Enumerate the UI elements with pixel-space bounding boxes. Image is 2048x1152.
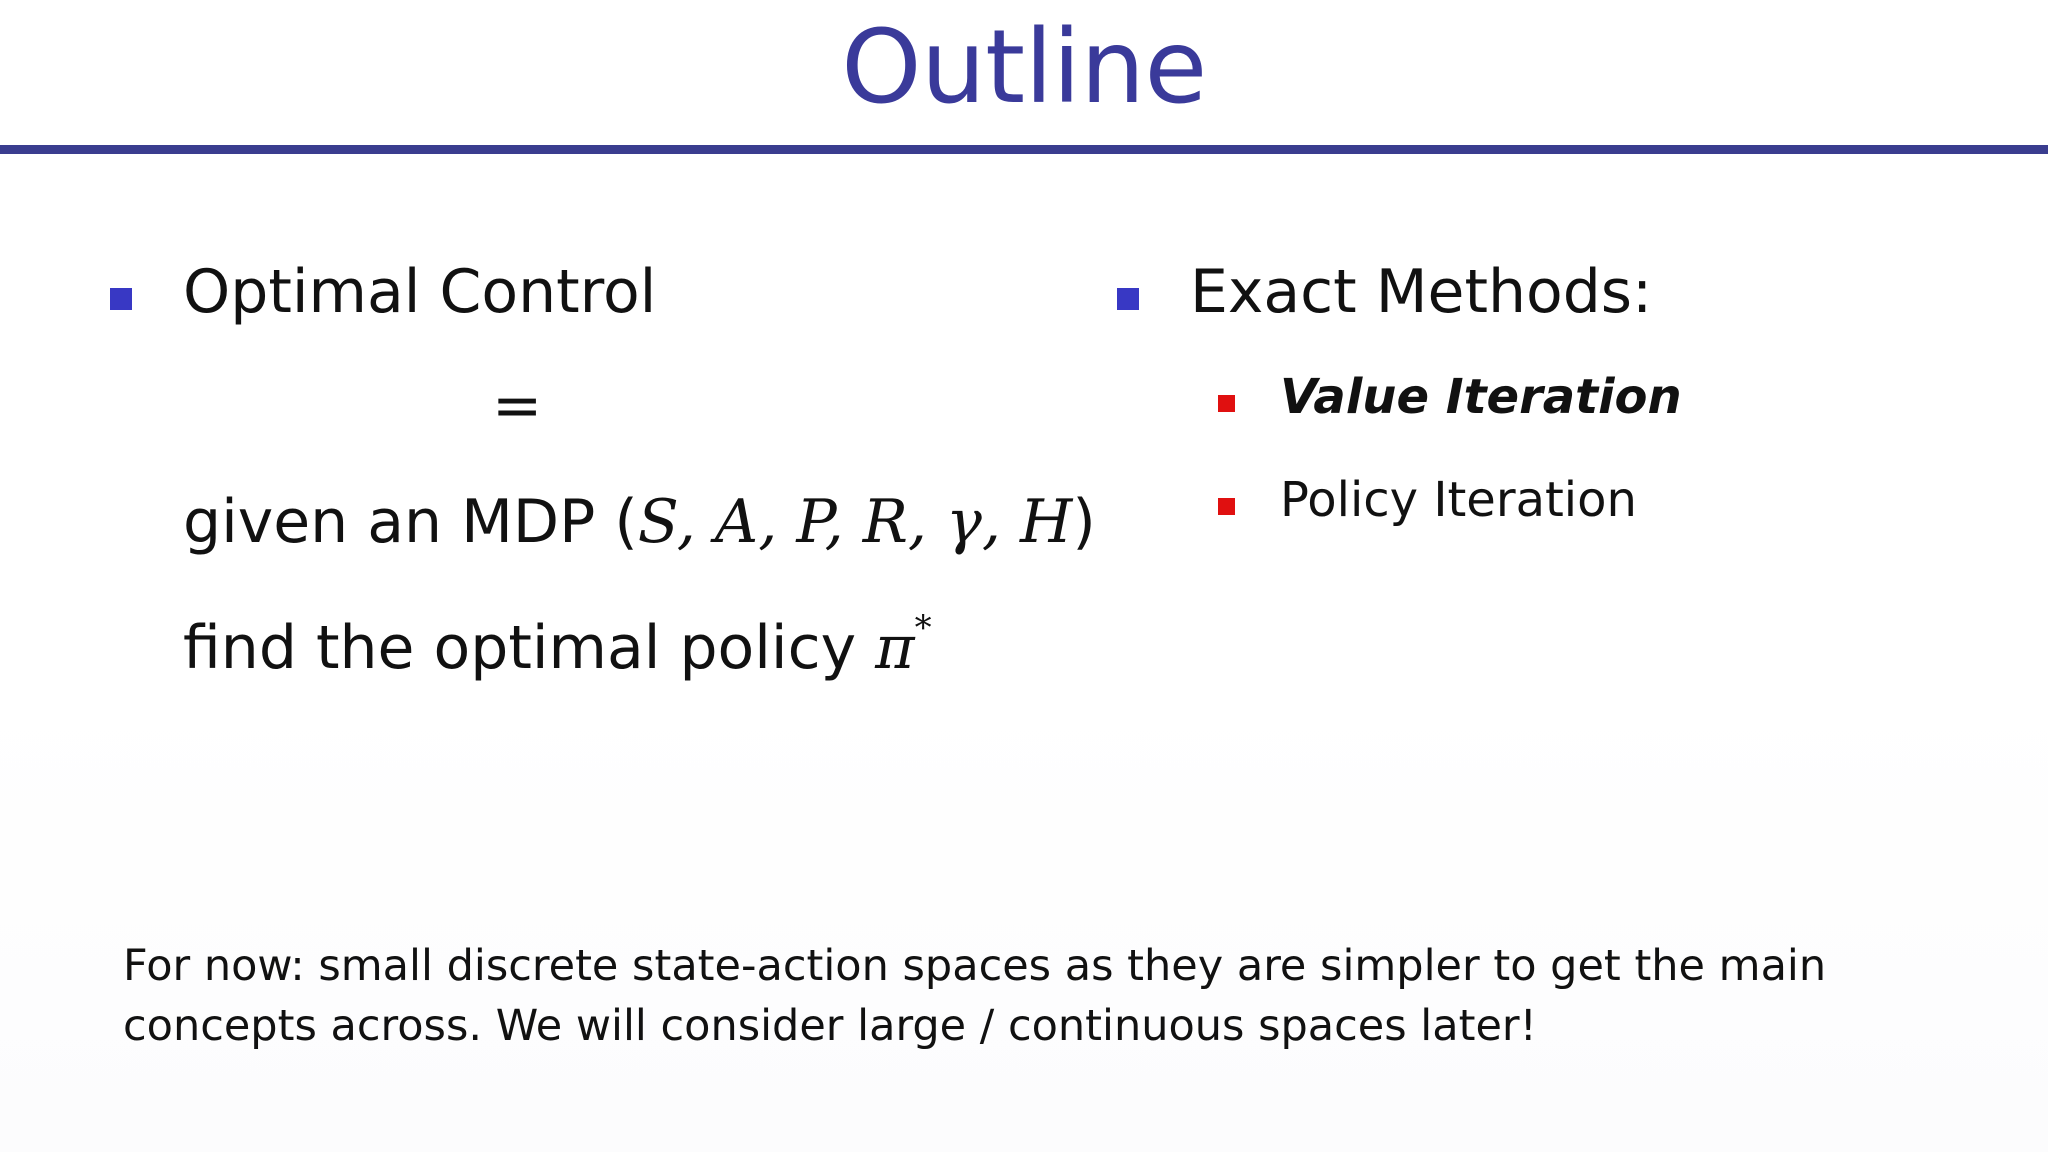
bullet-square-icon bbox=[1117, 288, 1139, 310]
bullet-red-icon bbox=[1218, 498, 1235, 515]
equals-sign: = bbox=[492, 371, 543, 441]
mdp-definition-line bbox=[183, 482, 1096, 562]
method-item-value-iteration: Value Iteration bbox=[1280, 369, 1682, 425]
bullet-red-icon bbox=[1218, 395, 1235, 412]
mdp-prefix: given an MDP ( bbox=[183, 487, 638, 557]
mdp-tuple: S, A, P, R, γ, H bbox=[637, 487, 1073, 557]
bullet-square-icon bbox=[110, 288, 132, 310]
slide-title: Outline bbox=[841, 8, 1207, 127]
policy-prefix: find the optimal policy bbox=[183, 613, 876, 683]
title-divider bbox=[0, 145, 2048, 154]
exact-methods-heading: Exact Methods: bbox=[1190, 257, 1653, 327]
optimal-control-heading: Optimal Control bbox=[183, 257, 657, 327]
policy-symbol: π bbox=[875, 613, 915, 683]
footnote-text: For now: small discrete state-action spaces as they are simpler to get the main concepts across. We will consider large / continuous spaces later! bbox=[123, 941, 1827, 1051]
mdp-suffix: ) bbox=[1072, 487, 1096, 557]
optimal-policy-line bbox=[183, 596, 932, 688]
method-item-policy-iteration: Policy Iteration bbox=[1280, 472, 1637, 528]
policy-superscript: * bbox=[914, 608, 932, 648]
